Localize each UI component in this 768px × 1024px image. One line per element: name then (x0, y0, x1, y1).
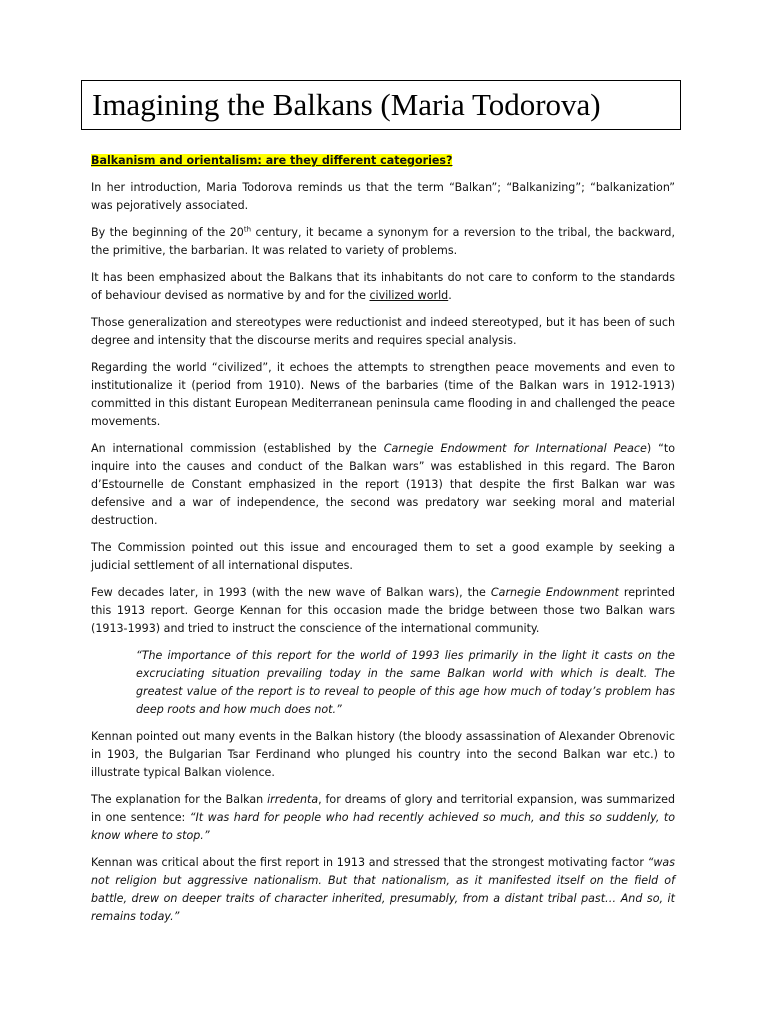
paragraph-6-italic: Carnegie Endowment for International Peace (383, 442, 647, 455)
paragraph-8-after: reprinted this 1913 report. George Kennan for this occasion made the bridge between those two Balkan wars (1913-1993) and tried to instruct the conscience of the international community. (91, 586, 675, 635)
paragraph-2-before: By the beginning of the 20 (91, 226, 244, 239)
paragraph-1: In her introduction, Maria Todorova reminds us that the term “Balkan”; “Balkanizing”; “balkanization” was pejoratively associated. (91, 181, 675, 212)
paragraph-10-before: The explanation for the Balkan (91, 793, 268, 806)
paragraph-6 (91, 440, 675, 530)
paragraph-8-before: Few decades later, in 1993 (with the new wave of Balkan wars), the (91, 586, 491, 599)
paragraph-9: Kennan pointed out many events in the Balkan history (the bloody assassination of Alexander Obrenovic in 1903, the Bulgarian Tsar Ferdinand who plunged his country into the second Balkan war etc.) to illustrate typical Balkan violence. (91, 730, 675, 779)
paragraph-11-before: Kennan was critical about the first report in 1913 and stressed that the strongest motivating factor (91, 856, 648, 869)
paragraph-3-before: It has been emphasized about the Balkans that its inhabitants do not care to conform to the standards of behaviour devised as normative by and for the (91, 271, 675, 302)
paragraph-6-before: An international commission (established by the (91, 442, 384, 455)
document-body (91, 152, 675, 935)
paragraph-4: Those generalization and stereotypes were reductionist and indeed stereotyped, but it has been of such degree and intensity that the discourse merits and requires special analysis. (91, 316, 675, 347)
title-box (81, 80, 681, 130)
civilized-world-underline: civilized world (369, 289, 449, 302)
paragraph-11-italic: “was not religion but aggressive nationalism. But that nationalism, as it manifested itself on the field of battle, drew on deeper traits of character inherited, presumably, from a distant tribal past… And so, it remains today.” (91, 856, 675, 923)
paragraph-8 (91, 584, 675, 638)
paragraph-10-middle: , for dreams of glory and territorial expansion, was summarized in one sentence: (91, 793, 675, 824)
paragraph-2-after: century, it became a synonym for a reversion to the tribal, the backward, the primitive, the barbarian. It was related to variety of problems. (91, 226, 675, 257)
paragraph-8-italic: Carnegie Endownment (490, 586, 619, 599)
paragraph-5: Regarding the world “civilized”, it echoes the attempts to strengthen peace movements and even to institutionalize it (period from 1910). News of the barbaries (time of the Balkan wars in 1912-1913) committed in this distant European Mediterranean peninsula came flooding in and challenged the peace movements. (91, 361, 675, 428)
paragraph-6-after: ) “to inquire into the causes and conduct of the Balkan wars” was established in this regard. The Baron d’Estournelle de Constant emphasized in the report (1913) that despite the first Balkan war was defensive and a war of independence, the second was predatory war seeking moral and material destruction. (91, 442, 675, 527)
paragraph-11 (91, 854, 675, 926)
paragraph-10 (91, 791, 675, 845)
paragraph-7: The Commission pointed out this issue and encouraged them to set a good example by seeking a judicial settlement of all international disputes. (91, 541, 675, 572)
paragraph-2-sup: th (243, 225, 252, 234)
section-heading-text: Balkanism and orientalism: are they different categories? (91, 154, 453, 167)
paragraph-10-italic-1: irredenta (267, 793, 319, 806)
paragraph-10-italic-2: “It was hard for people who had recently achieved so much, and this so suddenly, to know where to stop.” (91, 811, 675, 842)
section-heading (91, 152, 675, 170)
paragraph-2 (91, 224, 675, 260)
kennan-quote: “The importance of this report for the world of 1993 lies primarily in the light it casts on the excruciating situation prevailing today in the same Balkan world with which is dealt. The greatest value of the report is to reveal to people of this age how much of today’s problem has deep roots and how much does not.” (136, 649, 675, 716)
document-title: Imagining the Balkans (Maria Todorova) (92, 87, 601, 122)
paragraph-3 (91, 269, 675, 305)
paragraph-3-after: . (448, 289, 452, 302)
